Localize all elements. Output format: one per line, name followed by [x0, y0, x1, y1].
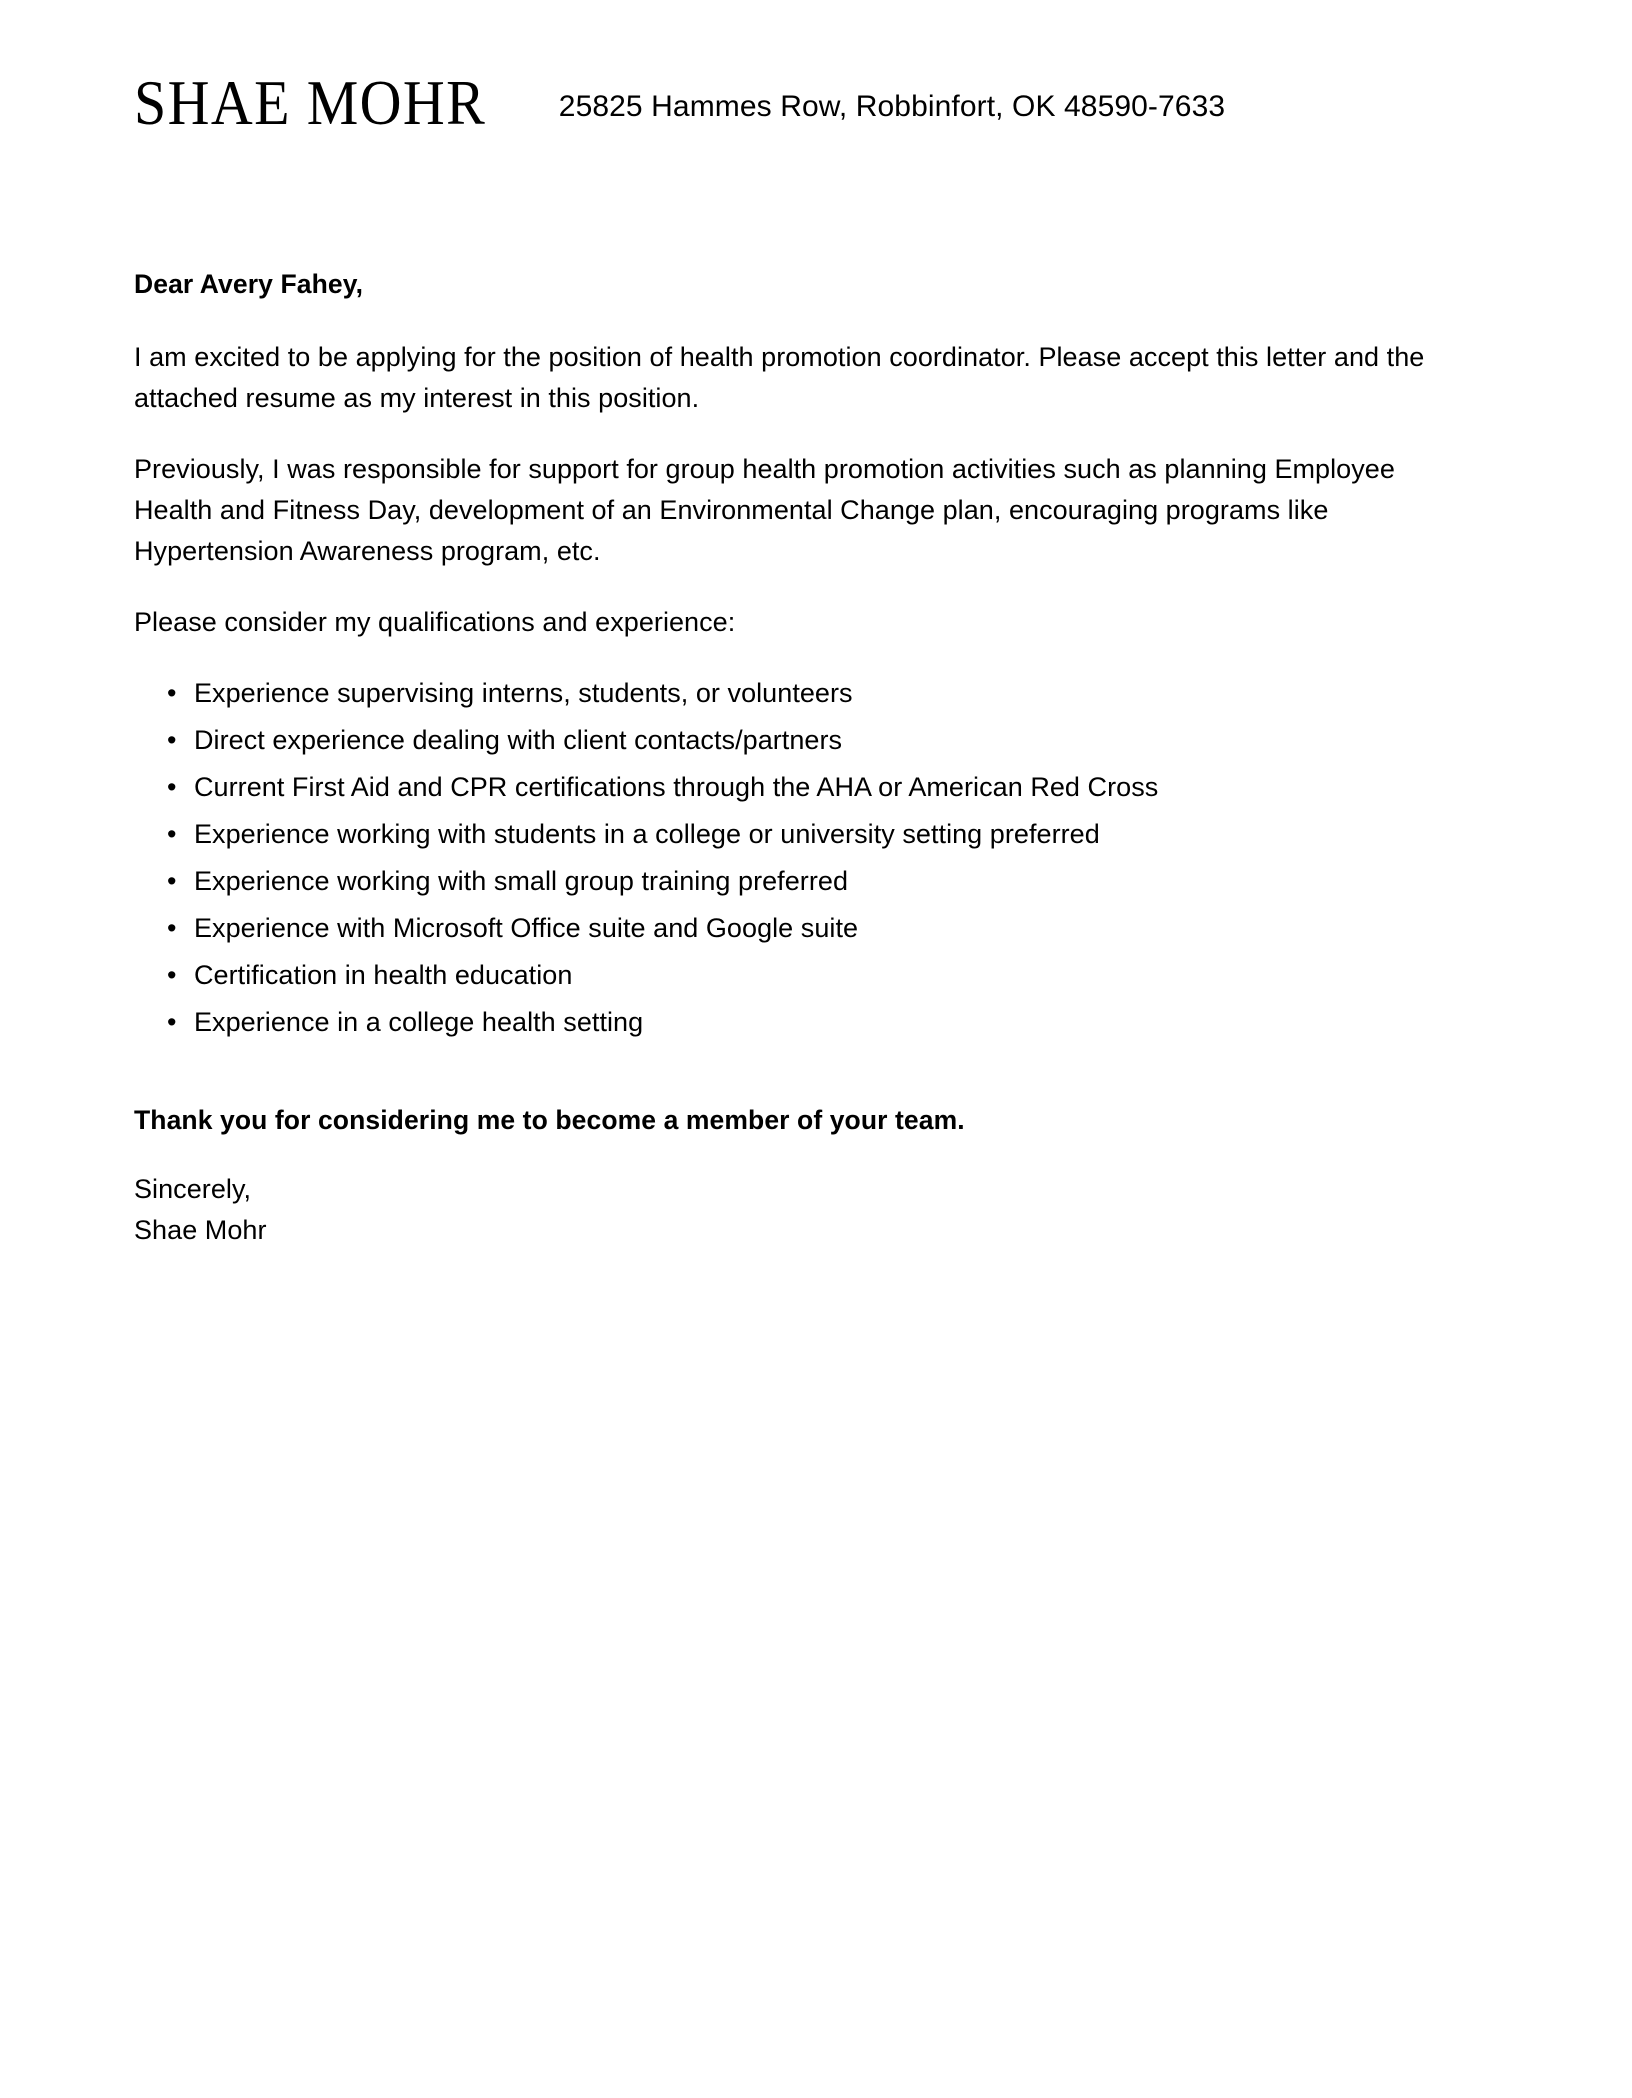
closing-thanks: Thank you for considering me to become a member of your team. [134, 1105, 965, 1136]
list-item-label: Experience supervising interns, students, or volunteers [194, 677, 853, 708]
list-item [161, 814, 1464, 855]
paragraph-intro: I am excited to be applying for the position of health promotion coordinator. Please accept this letter and the attached resume as my interest in this position. [134, 341, 1425, 413]
list-item-label: Experience working with small group training preferred [194, 866, 849, 897]
list-item-label: Direct experience dealing with client contacts/partners [194, 724, 843, 755]
list-item-label: Certification in health education [194, 960, 573, 991]
qualifications-list [134, 673, 1464, 1043]
signoff-closing: Sincerely, [134, 1173, 252, 1204]
letterhead [0, 0, 1632, 138]
list-item [161, 861, 1464, 902]
list-item-label: Experience working with students in a college or university setting preferred [194, 819, 1100, 850]
bullet-icon: • [167, 960, 177, 991]
bullet-icon: • [167, 724, 177, 755]
list-item-label: Experience in a college health setting [194, 1007, 644, 1038]
bullet-icon: • [167, 819, 177, 850]
bullet-icon: • [167, 772, 177, 803]
bullet-icon: • [167, 677, 177, 708]
applicant-address: 25825 Hammes Row, Robbinfort, OK 48590-7633 [558, 90, 1226, 123]
list-item [161, 673, 1464, 714]
signoff [134, 1169, 1464, 1251]
signoff-name: Shae Mohr [134, 1215, 267, 1245]
paragraph-experience: Previously, I was responsible for support for group health promotion activities such as planning Employee Health and Fitness Day, development of an Environmental Change plan, encouraging programs like Hypertension Awareness program, etc. [134, 453, 1395, 566]
salutation: Dear Avery Fahey, [134, 269, 364, 299]
list-item [161, 955, 1464, 996]
letter-body [0, 267, 1632, 1251]
bullet-icon: • [167, 1007, 177, 1038]
list-item [161, 1002, 1464, 1043]
list-item [161, 908, 1464, 949]
bullet-icon: • [167, 866, 177, 897]
list-item [161, 767, 1464, 808]
list-item [161, 720, 1464, 761]
paragraph-qualifications-lead: Please consider my qualifications and experience: [134, 606, 736, 637]
list-item-label: Experience with Microsoft Office suite and Google suite [194, 913, 859, 944]
bullet-icon: • [167, 913, 177, 944]
list-item-label: Current First Aid and CPR certifications through the AHA or American Red Cross [194, 772, 1159, 803]
applicant-name-heading: SHAE MOHR [134, 68, 487, 138]
